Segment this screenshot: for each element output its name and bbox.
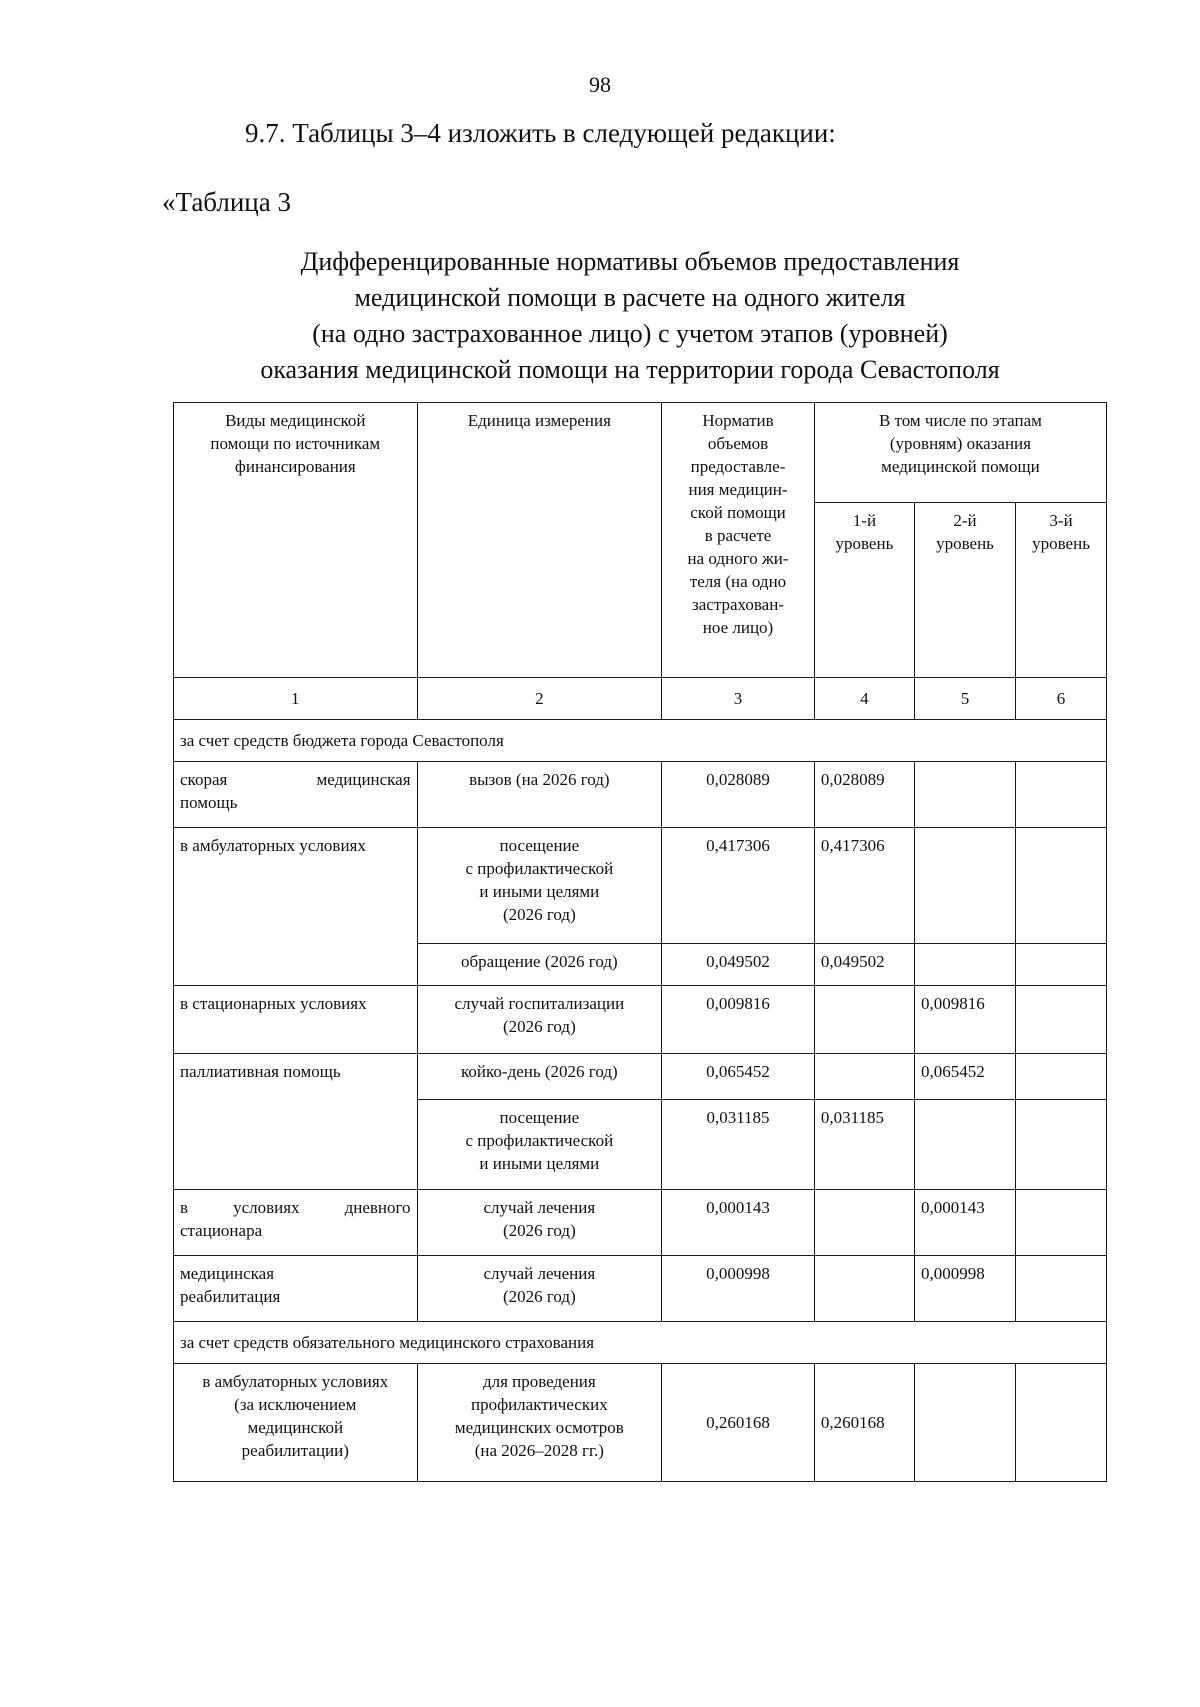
level-3-cell bbox=[1016, 986, 1107, 1054]
header-level-1: 1-й уровень bbox=[814, 503, 914, 678]
norm-cell: 0,031185 bbox=[662, 1100, 815, 1190]
norm-cell: 0,000143 bbox=[662, 1190, 815, 1256]
unit-cell: случай госпитализации (2026 год) bbox=[417, 986, 662, 1054]
column-number: 6 bbox=[1016, 678, 1107, 720]
table-title-line: оказания медицинской помощи на территории города Севастополя bbox=[260, 355, 1000, 384]
section-oms: за счет средств обязательного медицинского страхования bbox=[174, 1322, 1107, 1364]
unit-cell: случай лечения (2026 год) bbox=[417, 1256, 662, 1322]
care-type-cell: в амбулаторных условиях (за исключением медицинской реабилитации) bbox=[174, 1364, 418, 1482]
column-number: 5 bbox=[914, 678, 1015, 720]
header-level-2: 2-й уровень bbox=[914, 503, 1015, 678]
level-2-cell bbox=[914, 828, 1015, 944]
column-number: 2 bbox=[417, 678, 662, 720]
table-row bbox=[174, 986, 1107, 1054]
column-number: 1 bbox=[174, 678, 418, 720]
table-title-line: Дифференцированные нормативы объемов предоставления bbox=[300, 247, 960, 276]
table-label: «Таблица 3 bbox=[162, 187, 291, 217]
section-row bbox=[174, 1322, 1107, 1364]
level-3-cell bbox=[1016, 1100, 1107, 1190]
level-2-cell: 0,000998 bbox=[914, 1256, 1015, 1322]
norm-cell: 0,260168 bbox=[662, 1364, 815, 1482]
level-3-cell bbox=[1016, 944, 1107, 986]
level-1-cell bbox=[814, 986, 914, 1054]
care-type-cell: в амбулаторных условиях bbox=[174, 828, 418, 986]
header-care-type: Виды медицинской помощи по источникам финансирования bbox=[174, 403, 418, 678]
unit-cell: посещение с профилактической и иными целями (2026 год) bbox=[417, 828, 662, 944]
unit-cell: обращение (2026 год) bbox=[417, 944, 662, 986]
level-1-cell: 0,031185 bbox=[814, 1100, 914, 1190]
level-2-cell: 0,065452 bbox=[914, 1054, 1015, 1100]
level-3-cell bbox=[1016, 1256, 1107, 1322]
norm-cell: 0,009816 bbox=[662, 986, 815, 1054]
section-row bbox=[174, 720, 1107, 762]
unit-cell: для проведения профилактических медицинских осмотров (на 2026–2028 гг.) bbox=[417, 1364, 662, 1482]
table-row bbox=[174, 1364, 1107, 1482]
level-2-cell: 0,009816 bbox=[914, 986, 1015, 1054]
level-2-cell bbox=[914, 1364, 1015, 1482]
column-number: 4 bbox=[814, 678, 914, 720]
norm-cell: 0,000998 bbox=[662, 1256, 815, 1322]
norm-cell: 0,417306 bbox=[662, 828, 815, 944]
level-2-cell bbox=[914, 762, 1015, 828]
level-2-cell: 0,000143 bbox=[914, 1190, 1015, 1256]
header-levels-group: В том числе по этапам (уровням) оказания медицинской помощи bbox=[814, 403, 1106, 503]
table-row bbox=[174, 762, 1107, 828]
table-title-line: медицинской помощи в расчете на одного жителя bbox=[354, 283, 906, 312]
level-1-cell: 0,049502 bbox=[814, 944, 914, 986]
level-3-cell bbox=[1016, 1190, 1107, 1256]
care-type-cell: паллиативная помощь bbox=[174, 1054, 418, 1190]
care-type-cell: в стационарных условиях bbox=[174, 986, 418, 1054]
unit-cell: вызов (на 2026 год) bbox=[417, 762, 662, 828]
page-number: 98 bbox=[589, 72, 611, 97]
level-1-cell bbox=[814, 1190, 914, 1256]
level-1-cell bbox=[814, 1054, 914, 1100]
level-2-cell bbox=[914, 1100, 1015, 1190]
header-unit: Единица измерения bbox=[417, 403, 662, 678]
level-3-cell bbox=[1016, 762, 1107, 828]
unit-cell: случай лечения (2026 год) bbox=[417, 1190, 662, 1256]
care-type-cell: медицинская реабилитация bbox=[174, 1256, 418, 1322]
unit-cell: койко-день (2026 год) bbox=[417, 1054, 662, 1100]
table-title bbox=[150, 244, 1110, 388]
table-row bbox=[174, 1190, 1107, 1256]
norm-cell: 0,028089 bbox=[662, 762, 815, 828]
level-1-cell: 0,028089 bbox=[814, 762, 914, 828]
norms-table bbox=[173, 402, 1107, 1482]
intro-paragraph: 9.7. Таблицы 3–4 изложить в следующей редакции: bbox=[245, 118, 836, 148]
norm-cell: 0,065452 bbox=[662, 1054, 815, 1100]
norm-cell: 0,049502 bbox=[662, 944, 815, 986]
care-type-cell: скорая медицинская помощь bbox=[174, 762, 418, 828]
header-level-3: 3-й уровень bbox=[1016, 503, 1107, 678]
table-row bbox=[174, 1054, 1107, 1100]
level-1-cell: 0,260168 bbox=[814, 1364, 914, 1482]
level-3-cell bbox=[1016, 1054, 1107, 1100]
level-1-cell: 0,417306 bbox=[814, 828, 914, 944]
unit-cell: посещение с профилактической и иными целями bbox=[417, 1100, 662, 1190]
table-title-line: (на одно застрахованное лицо) с учетом этапов (уровней) bbox=[312, 319, 948, 348]
level-2-cell bbox=[914, 944, 1015, 986]
level-1-cell bbox=[814, 1256, 914, 1322]
column-numbers-row bbox=[174, 678, 1107, 720]
level-3-cell bbox=[1016, 1364, 1107, 1482]
care-type-cell: в условиях дневного стационара bbox=[174, 1190, 418, 1256]
table-row bbox=[174, 828, 1107, 944]
section-budget: за счет средств бюджета города Севастополя bbox=[174, 720, 1107, 762]
level-3-cell bbox=[1016, 828, 1107, 944]
header-norm: Норматив объемов предоставле- ния медицин- ской помощи в расчете на одного жи- теля (на одно застрахован- ное лицо) bbox=[662, 403, 815, 678]
table-row bbox=[174, 1256, 1107, 1322]
column-number: 3 bbox=[662, 678, 815, 720]
